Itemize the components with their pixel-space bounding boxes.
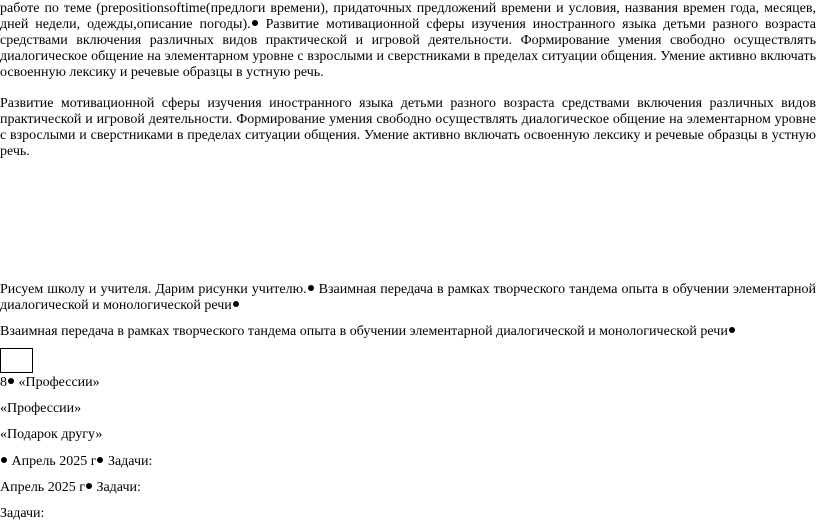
tandem-text: Взаимная передача в рамках творческого тандема опыта в обучении элементарной диалогической и монологической речи: [0, 282, 816, 313]
paragraph-goals: [0, 96, 816, 160]
topic-label: «Подарок другу»: [0, 427, 103, 442]
item-number: 8: [0, 375, 7, 390]
line-gift: [0, 427, 102, 443]
tandem-text: Взаимная передача в рамках творческого тандема опыта в обучении элементарной диалогической и монологической речи: [0, 324, 728, 339]
goals-text: Развитие мотивационной сферы изучения иностранного языка детьми разного возраста средствами включения различных видов практической и игровой деятельности. Формирование умения свободно осуществлять диалогическое общение на элементарном уровне с взрослыми и сверстниками в пределах ситуации общения. Умение активно включать освоенную лексику и речевые образцы в устную речь.: [0, 96, 816, 159]
line-tasks: [0, 506, 44, 522]
bullet-icon: [1, 457, 7, 463]
line-date-tasks: [0, 480, 141, 496]
bullet-icon: [8, 378, 14, 384]
line-professions-numbered: [0, 375, 100, 391]
goals-text: Развитие мотивационной сферы изучения иностранного языка детьми разного возраста средствами включения различных видов практической и игровой деятельности. Формирование умения свободно осуществлять диалогическое общение на элементарном уровне с взрослыми и сверстниками в пределах ситуации общения. Умение активно включать освоенную лексику и речевые образцы в устную речь.: [0, 17, 816, 80]
paragraph-tandem: [0, 324, 736, 340]
bullet-icon: [97, 457, 103, 463]
empty-table-cell: [0, 348, 33, 373]
paragraph-school-drawing: [0, 282, 816, 314]
line-professions: [0, 401, 81, 417]
bullet-icon: [252, 20, 258, 26]
topic-label: «Профессии»: [0, 401, 82, 416]
bullet-icon: [729, 327, 735, 333]
line-date-tasks-bulleted: [0, 454, 152, 470]
date-text: Апрель 2025 г: [0, 480, 85, 495]
topic-label: «Профессии»: [15, 375, 100, 390]
paragraph-topic-goals: [0, 1, 816, 81]
tasks-label: Задачи:: [0, 506, 45, 521]
activity-text: Рисуем школу и учителя. Дарим рисунки учителю.: [0, 282, 307, 297]
tasks-label: Задачи:: [104, 454, 153, 469]
bullet-icon: [86, 483, 92, 489]
bullet-icon: [233, 301, 239, 307]
date-text: Апрель 2025 г: [8, 454, 97, 469]
tasks-label: Задачи:: [92, 480, 141, 495]
bullet-icon: [308, 285, 314, 291]
topic-text: работе по теме (prepositionsoftime(предлоги времени), придаточных предложений времени и условия, названия времен года, месяцев, дней недели, одежды,описание погоды).: [0, 1, 816, 32]
